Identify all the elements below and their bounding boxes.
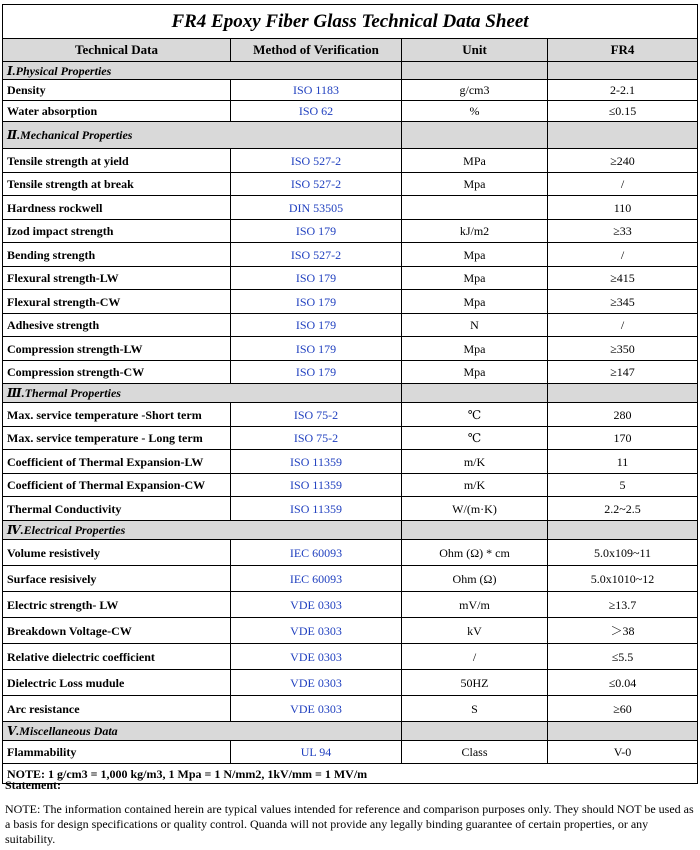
section-title: Ⅴ.Miscellaneous Data [3, 722, 402, 741]
property-cell: Max. service temperature - Long term [3, 427, 231, 450]
method-cell: VDE 0303 [231, 592, 402, 618]
header-method: Method of Verification [231, 39, 402, 62]
table-row [3, 196, 698, 220]
value-cell: 280 [548, 403, 698, 427]
table-row [3, 337, 698, 361]
value-cell: ≥60 [548, 696, 698, 722]
method-cell: VDE 0303 [231, 696, 402, 722]
table-row [3, 566, 698, 592]
unit-cell: W/(m·K) [402, 497, 548, 521]
value-cell: ≥350 [548, 337, 698, 361]
column-header-row [3, 39, 698, 62]
unit-cell: m/K [402, 474, 548, 497]
value-cell: 5.0x1010~12 [548, 566, 698, 592]
property-cell: Electric strength- LW [3, 592, 231, 618]
value-cell: ≥415 [548, 267, 698, 290]
value-cell: 170 [548, 427, 698, 450]
value-cell: ≥240 [548, 149, 698, 173]
table-row [3, 101, 698, 122]
section-header-fill [402, 521, 548, 540]
unit-cell: ℃ [402, 403, 548, 427]
section-header-row [3, 384, 698, 403]
method-cell: ISO 527-2 [231, 243, 402, 267]
method-cell: ISO 11359 [231, 474, 402, 497]
table-row [3, 290, 698, 314]
property-cell: Tensile strength at break [3, 173, 231, 196]
section-header-fill [548, 722, 698, 741]
value-cell: 110 [548, 196, 698, 220]
value-cell: 2.2~2.5 [548, 497, 698, 521]
method-cell: VDE 0303 [231, 670, 402, 696]
method-cell: ISO 1183 [231, 80, 402, 101]
value-cell: ≥33 [548, 220, 698, 243]
section-title: Ⅰ.Physical Properties [3, 62, 402, 80]
unit-cell [402, 196, 548, 220]
value-cell: ≤5.5 [548, 644, 698, 670]
property-cell: Coefficient of Thermal Expansion-CW [3, 474, 231, 497]
property-cell: Compression strength-CW [3, 361, 231, 384]
property-cell: Thermal Conductivity [3, 497, 231, 521]
unit-cell: m/K [402, 450, 548, 474]
statement-heading: Statement: [5, 778, 61, 792]
table-row [3, 644, 698, 670]
section-header-fill [548, 62, 698, 80]
unit-cell: Mpa [402, 290, 548, 314]
unit-cell: / [402, 644, 548, 670]
value-cell: ≥345 [548, 290, 698, 314]
method-cell: ISO 179 [231, 290, 402, 314]
header-value: FR4 [548, 39, 698, 62]
unit-cell: Mpa [402, 361, 548, 384]
unit-cell: Ohm (Ω) [402, 566, 548, 592]
value-cell: / [548, 243, 698, 267]
method-cell: ISO 62 [231, 101, 402, 122]
table-row [3, 314, 698, 337]
property-cell: Breakdown Voltage-CW [3, 618, 231, 644]
sheet-title: FR4 Epoxy Fiber Glass Technical Data Sheet [3, 5, 698, 39]
property-cell: Surface resisively [3, 566, 231, 592]
unit-cell: 50HZ [402, 670, 548, 696]
method-cell: UL 94 [231, 741, 402, 764]
method-cell: VDE 0303 [231, 644, 402, 670]
property-cell: Compression strength-LW [3, 337, 231, 361]
unit-cell: Class [402, 741, 548, 764]
property-cell: Max. service temperature -Short term [3, 403, 231, 427]
value-cell: ≤0.04 [548, 670, 698, 696]
unit-cell: kV [402, 618, 548, 644]
method-cell: VDE 0303 [231, 618, 402, 644]
table-row [3, 361, 698, 384]
table-row [3, 450, 698, 474]
value-cell: ≤0.15 [548, 101, 698, 122]
method-cell: ISO 75-2 [231, 403, 402, 427]
property-cell: Flexural strength-LW [3, 267, 231, 290]
unit-cell: Mpa [402, 267, 548, 290]
section-header-fill [548, 384, 698, 403]
table-row [3, 267, 698, 290]
method-cell: ISO 11359 [231, 497, 402, 521]
table-row [3, 173, 698, 196]
method-cell: ISO 527-2 [231, 149, 402, 173]
value-cell: / [548, 173, 698, 196]
property-cell: Tensile strength at yield [3, 149, 231, 173]
title-row [3, 5, 698, 39]
table-row [3, 427, 698, 450]
table-row [3, 696, 698, 722]
section-header-row [3, 521, 698, 540]
section-header-row [3, 122, 698, 149]
property-cell: Adhesive strength [3, 314, 231, 337]
property-cell: Arc resistance [3, 696, 231, 722]
value-cell: 11 [548, 450, 698, 474]
unit-cell: N [402, 314, 548, 337]
table-row [3, 403, 698, 427]
section-header-row [3, 62, 698, 80]
value-cell: 5 [548, 474, 698, 497]
property-cell: Bending strength [3, 243, 231, 267]
unit-cell: kJ/m2 [402, 220, 548, 243]
header-technical-data: Technical Data [3, 39, 231, 62]
units-note: NOTE: 1 g/cm3 = 1,000 kg/m3, 1 Mpa = 1 N/mm2, 1kV/mm = 1 MV/m [3, 764, 698, 784]
section-header-fill [402, 384, 548, 403]
property-cell: Coefficient of Thermal Expansion-LW [3, 450, 231, 474]
value-cell: ＞38 [548, 618, 698, 644]
section-header-fill [548, 122, 698, 149]
value-cell: 2-2.1 [548, 80, 698, 101]
section-header-fill [402, 722, 548, 741]
method-cell: ISO 527-2 [231, 173, 402, 196]
method-cell: ISO 179 [231, 337, 402, 361]
method-cell: ISO 11359 [231, 450, 402, 474]
table-row [3, 497, 698, 521]
property-cell: Density [3, 80, 231, 101]
statement-block [5, 778, 695, 847]
unit-cell: mV/m [402, 592, 548, 618]
statement-text: NOTE: The information contained herein are typical values intended for reference and comparison purposes only. They should NOT be used as a basis for design specifications or quality control. Quanda will not provide any legally binding guarantee of certain properties, or any suitability. [5, 802, 694, 846]
unit-cell: Ohm (Ω) * cm [402, 540, 548, 566]
property-cell: Flexural strength-CW [3, 290, 231, 314]
table-row [3, 80, 698, 101]
section-title: Ⅱ.Mechanical Properties [3, 122, 402, 149]
method-cell: IEC 60093 [231, 540, 402, 566]
table-row [3, 149, 698, 173]
property-cell: Relative dielectric coefficient [3, 644, 231, 670]
data-sheet-table [2, 4, 698, 784]
property-cell: Water absorption [3, 101, 231, 122]
table-row [3, 540, 698, 566]
unit-cell: ℃ [402, 427, 548, 450]
unit-cell: Mpa [402, 243, 548, 267]
section-header-fill [402, 122, 548, 149]
table-row [3, 220, 698, 243]
unit-cell: % [402, 101, 548, 122]
table-row [3, 618, 698, 644]
table-row [3, 592, 698, 618]
value-cell: ≥147 [548, 361, 698, 384]
section-header-row [3, 722, 698, 741]
property-cell: Flammability [3, 741, 231, 764]
section-header-fill [402, 62, 548, 80]
unit-cell: g/cm3 [402, 80, 548, 101]
unit-cell: Mpa [402, 173, 548, 196]
method-cell: ISO 179 [231, 267, 402, 290]
section-title: Ⅲ.Thermal Properties [3, 384, 402, 403]
method-cell: ISO 179 [231, 314, 402, 337]
table-row [3, 741, 698, 764]
value-cell: ≥13.7 [548, 592, 698, 618]
property-cell: Hardness rockwell [3, 196, 231, 220]
value-cell: 5.0x109~11 [548, 540, 698, 566]
method-cell: DIN 53505 [231, 196, 402, 220]
section-header-fill [548, 521, 698, 540]
table-row [3, 243, 698, 267]
table-row [3, 474, 698, 497]
unit-cell: Mpa [402, 337, 548, 361]
value-cell: V-0 [548, 741, 698, 764]
property-cell: Dielectric Loss mudule [3, 670, 231, 696]
unit-cell: MPa [402, 149, 548, 173]
method-cell: ISO 75-2 [231, 427, 402, 450]
method-cell: ISO 179 [231, 220, 402, 243]
sheet-body [3, 62, 698, 764]
unit-cell: S [402, 696, 548, 722]
section-title: Ⅳ.Electrical Properties [3, 521, 402, 540]
property-cell: Volume resistively [3, 540, 231, 566]
header-unit: Unit [402, 39, 548, 62]
value-cell: / [548, 314, 698, 337]
method-cell: ISO 179 [231, 361, 402, 384]
table-row [3, 670, 698, 696]
property-cell: Izod impact strength [3, 220, 231, 243]
method-cell: IEC 60093 [231, 566, 402, 592]
